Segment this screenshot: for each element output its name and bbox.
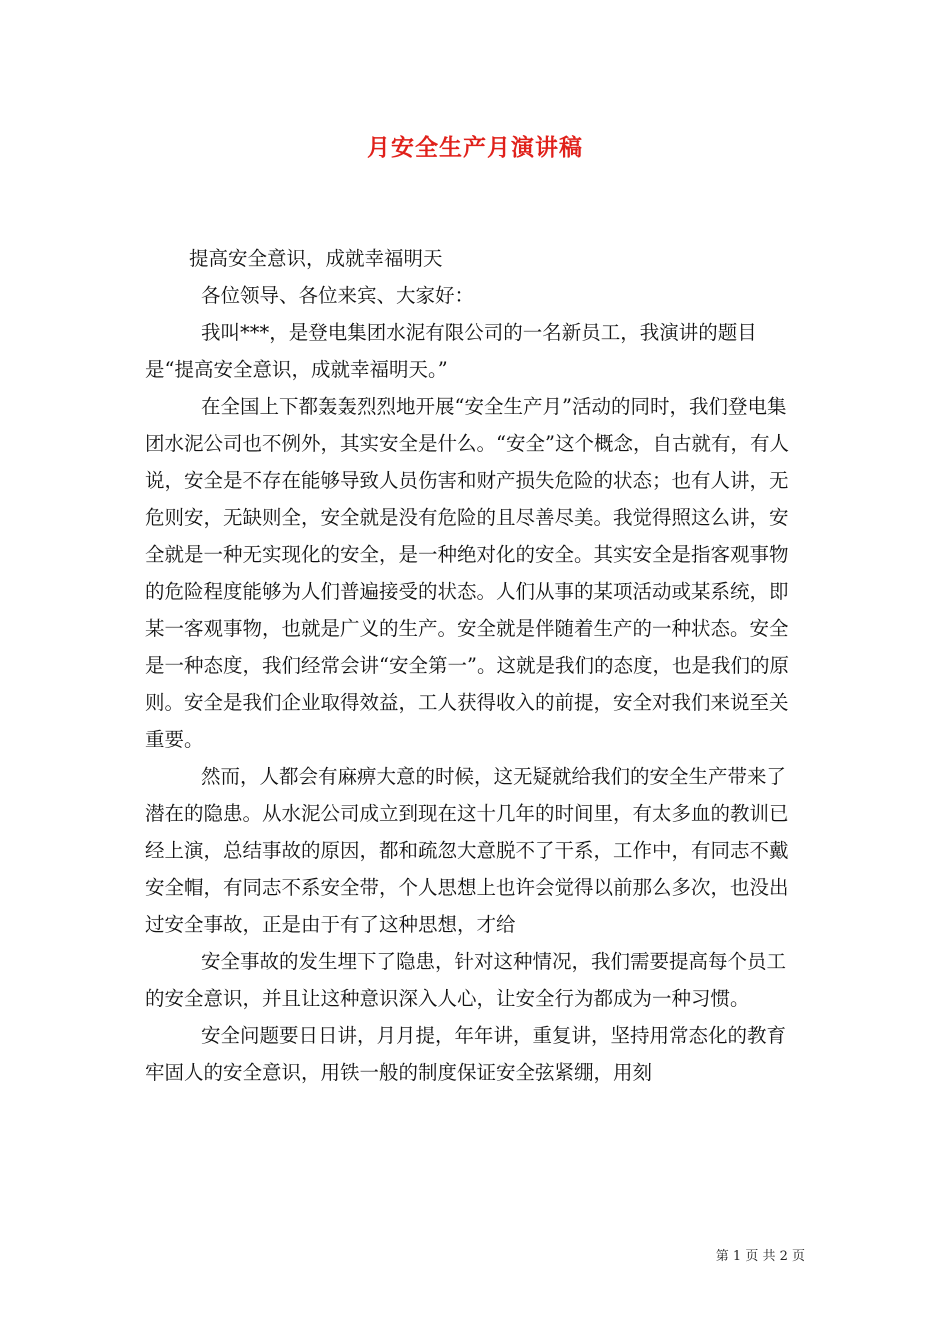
paragraph: 安全事故的发生埋下了隐患，针对这种情况，我们需要提高每个员工的安全意识，并且让这种意识深入人心，让安全行为都成为一种习惯。	[145, 950, 787, 1010]
paragraph: 安全问题要日日讲，月月提，年年讲，重复讲，坚持用常态化的教育牢固人的安全意识，用铁一般的制度保证安全弦紧绷，用刻	[145, 1024, 787, 1084]
paragraph: 然而，人都会有麻痹大意的时候，这无疑就给我们的安全生产带来了潜在的隐患。从水泥公司成立到现在这十几年的时间里，有太多血的教训已经上演，总结事故的原因，都和疏忽大意脱不了干系，工作中，有同志不戴安全帽，有同志不系安全带，个人思想上也许会觉得以前那么多次，也没出过安全事故，正是由于有了这种思想，才给	[145, 765, 789, 936]
page-number-footer: 第 1 页 共 2 页	[715, 1249, 805, 1264]
document-title: 月安全生产月演讲稿	[367, 134, 583, 161]
speech-subtitle: 提高安全意识，成就幸福明天	[189, 247, 443, 270]
document-body	[145, 240, 805, 1091]
paragraph: 在全国上下都轰轰烈烈地开展“安全生产月”活动的同时，我们登电集团水泥公司也不例外，其实安全是什么。“安全”这个概念，自古就有，有人说，安全是不存在能够导致人员伤害和财产损失危险的状态；也有人讲，无危则安，无缺则全，安全就是没有危险的且尽善尽美。我觉得照这么讲，安全就是一种无实现化的安全，是一种绝对化的安全。其实安全是指客观事物的危险程度能够为人们普遍接受的状态。人们从事的某项活动或某系统，即某一客观事物，也就是广义的生产。安全就是伴随着生产的一种状态。安全是一种态度，我们经常会讲“安全第一”。这就是我们的态度，也是我们的原则。安全是我们企业取得效益，工人获得收入的前提，安全对我们来说至关重要。	[145, 395, 789, 751]
greeting-line: 各位领导、各位来宾、大家好：	[201, 284, 475, 307]
paragraph: 我叫***，是登电集团水泥有限公司的一名新员工，我演讲的题目是“提高安全意识，成就幸福明天。”	[145, 321, 757, 381]
